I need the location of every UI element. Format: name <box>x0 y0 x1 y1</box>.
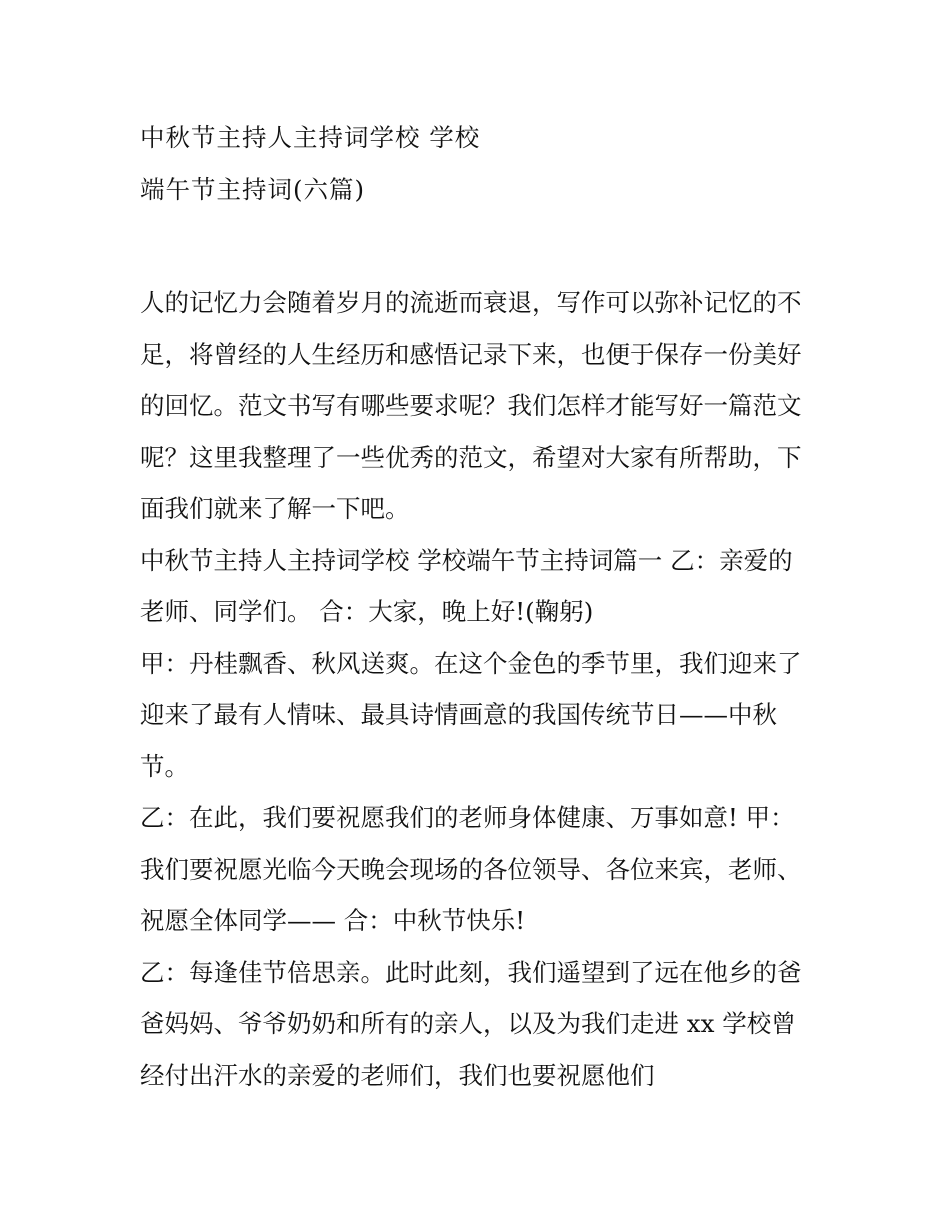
body-line: 足，将曾经的人生经历和感悟记录下来，也便于保存一份美好 <box>140 339 802 369</box>
body-line: 迎来了最有人情味、最具诗情画意的我国传统节日——中秋 <box>140 700 777 729</box>
document-title <box>140 112 820 215</box>
body-line: 的回忆。范文书写有哪些要求呢？我们怎样才能写好一篇范文 <box>140 391 802 420</box>
body-line: 面我们就来了解一下吧。 <box>140 494 410 523</box>
body-line: 经付出汗水的亲爱的老师们，我们也要祝愿他们 <box>140 1060 655 1090</box>
document-body <box>140 277 830 1101</box>
body-line: 呢？这里我整理了一些优秀的范文，希望对大家有所帮助，下 <box>140 442 802 472</box>
body-line: 乙：在此，我们要祝愿我们的老师身体健康、万事如意! 甲： <box>140 803 795 832</box>
title-line: 中秋节主持人主持词学校 学校 <box>140 123 481 152</box>
body-line: 人的记忆力会随着岁月的流逝而衰退，写作可以弥补记忆的不 <box>140 288 802 317</box>
body-line: 中秋节主持人主持词学校 学校端午节主持词篇一 乙：亲爱的 <box>140 545 793 575</box>
body-line: 甲：丹桂飘香、秋风送爽。在这个金色的季节里，我们迎来了 <box>140 648 802 678</box>
body-line: 乙：每逢佳节倍思亲。此时此刻，我们遥望到了远在他乡的爸 <box>140 957 802 987</box>
body-line: 爸妈妈、爷爷奶奶和所有的亲人，以及为我们走进 xx 学校曾 <box>140 1009 796 1038</box>
body-line: 节。 <box>140 751 189 781</box>
body-line: 老师、同学们。 合：大家，晚上好!(鞠躬) <box>140 597 594 626</box>
body-line: 我们要祝愿光临今天晚会现场的各位领导、各位来宾，老师、 <box>140 854 802 884</box>
title-line: 端午节主持词(六篇) <box>140 174 366 204</box>
body-line: 祝愿全体同学—— 合：中秋节快乐! <box>140 906 526 935</box>
